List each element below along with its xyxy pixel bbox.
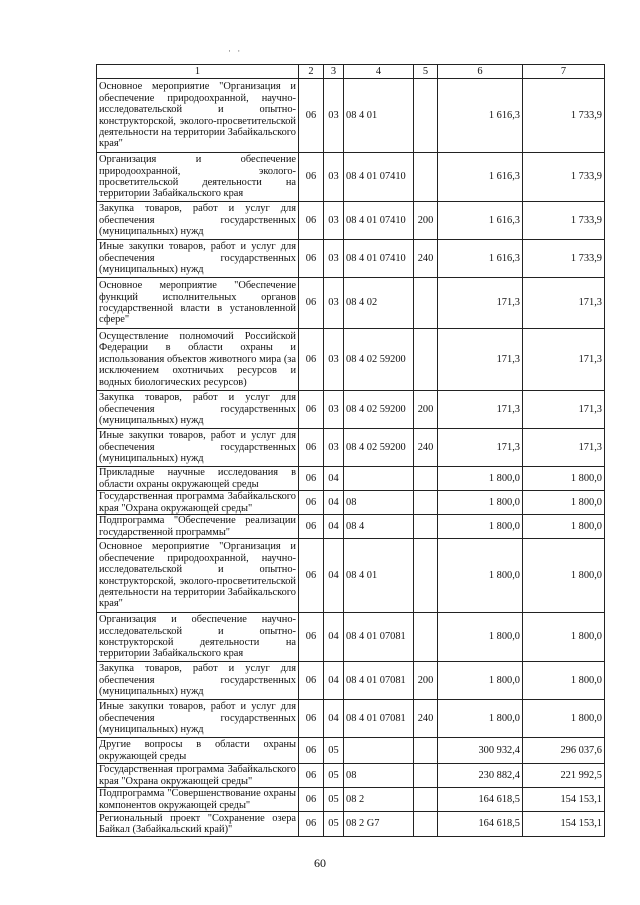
cell-subsection: 04 (324, 515, 344, 539)
budget-table (96, 64, 605, 837)
cell-name: Организация и обеспечение научно-исследовательской и опытно-конструкторской деятельности на территории Забайкальского края (97, 613, 299, 662)
cell-subsection: 04 (324, 491, 344, 515)
cell-subsection: 04 (324, 700, 344, 738)
cell-sum-year-1: 1 800,0 (438, 700, 523, 738)
cell-sum-year-2: 1 733,9 (523, 240, 605, 278)
cell-expense-type: 240 (414, 240, 438, 278)
cell-sum-year-2: 296 037,6 (523, 738, 605, 764)
cell-section: 06 (299, 79, 324, 153)
cell-sum-year-2: 154 153,1 (523, 788, 605, 812)
cell-target-article (344, 738, 414, 764)
cell-sum-year-1: 1 800,0 (438, 613, 523, 662)
cell-subsection: 04 (324, 467, 344, 491)
table-row (97, 429, 605, 467)
cell-target-article: 08 4 02 59200 (344, 329, 414, 391)
cell-subsection: 03 (324, 240, 344, 278)
cell-sum-year-1: 1 616,3 (438, 240, 523, 278)
cell-section: 06 (299, 278, 324, 329)
cell-expense-type: 200 (414, 662, 438, 700)
cell-section: 06 (299, 764, 324, 788)
scan-speck: · · (228, 46, 243, 56)
cell-expense-type: 200 (414, 202, 438, 240)
cell-subsection: 03 (324, 329, 344, 391)
cell-section: 06 (299, 329, 324, 391)
cell-sum-year-2: 1 733,9 (523, 202, 605, 240)
table-row (97, 491, 605, 515)
table-row (97, 812, 605, 837)
cell-section: 06 (299, 812, 324, 837)
table-row (97, 467, 605, 491)
cell-name: Региональный проект "Сохранение озера Байкал (Забайкальский край)" (97, 812, 299, 837)
table-row (97, 329, 605, 391)
header-cell-target-article: 4 (344, 65, 414, 79)
cell-section: 06 (299, 788, 324, 812)
cell-expense-type (414, 788, 438, 812)
cell-sum-year-1: 164 618,5 (438, 812, 523, 837)
cell-subsection: 04 (324, 539, 344, 613)
header-cell-sum-year-2: 7 (523, 65, 605, 79)
cell-sum-year-1: 1 800,0 (438, 491, 523, 515)
table-row (97, 764, 605, 788)
header-cell-sum-year-1: 6 (438, 65, 523, 79)
cell-target-article: 08 4 01 07081 (344, 700, 414, 738)
cell-sum-year-2: 1 800,0 (523, 700, 605, 738)
cell-sum-year-1: 164 618,5 (438, 788, 523, 812)
cell-sum-year-1: 1 616,3 (438, 202, 523, 240)
page-number: 60 (314, 856, 326, 870)
cell-sum-year-2: 1 800,0 (523, 515, 605, 539)
cell-subsection: 03 (324, 391, 344, 429)
cell-section: 06 (299, 202, 324, 240)
cell-target-article: 08 2 G7 (344, 812, 414, 837)
cell-sum-year-2: 154 153,1 (523, 812, 605, 837)
cell-name: Подпрограмма "Обеспечение реализации государственной программы" (97, 515, 299, 539)
cell-sum-year-2: 171,3 (523, 391, 605, 429)
cell-sum-year-1: 1 800,0 (438, 515, 523, 539)
cell-expense-type (414, 764, 438, 788)
cell-name: Основное мероприятие "Обеспечение функций исполнительных органов государственной власти в установленной сфере" (97, 278, 299, 329)
cell-subsection: 05 (324, 764, 344, 788)
table-row (97, 788, 605, 812)
cell-target-article: 08 4 01 (344, 79, 414, 153)
cell-expense-type: 200 (414, 391, 438, 429)
cell-name: Основное мероприятие "Организация и обеспечение природоохранной, научно-исследовательской и опытно- конструкторской, эколого-просветительской деятельности на территории Забайкальского края" (97, 79, 299, 153)
cell-sum-year-1: 171,3 (438, 391, 523, 429)
cell-expense-type (414, 613, 438, 662)
table-body (97, 79, 605, 837)
cell-section: 06 (299, 467, 324, 491)
cell-subsection: 03 (324, 202, 344, 240)
cell-name: Закупка товаров, работ и услуг для обеспечения государственных (муниципальных) нужд (97, 202, 299, 240)
cell-name: Подпрограмма "Совершенствование охраны компонентов окружающей среды" (97, 788, 299, 812)
cell-section: 06 (299, 662, 324, 700)
table-header-row (97, 65, 605, 79)
cell-expense-type: 240 (414, 700, 438, 738)
table-row (97, 240, 605, 278)
table-row (97, 662, 605, 700)
header-cell-expense-type: 5 (414, 65, 438, 79)
cell-target-article: 08 4 02 59200 (344, 391, 414, 429)
table-row (97, 79, 605, 153)
cell-target-article: 08 4 01 07410 (344, 240, 414, 278)
cell-sum-year-2: 1 800,0 (523, 662, 605, 700)
cell-sum-year-2: 1 733,9 (523, 153, 605, 202)
cell-target-article: 08 4 01 (344, 539, 414, 613)
cell-sum-year-1: 230 882,4 (438, 764, 523, 788)
cell-target-article: 08 4 01 07410 (344, 202, 414, 240)
cell-name: Другие вопросы в области охраны окружающей среды (97, 738, 299, 764)
cell-expense-type (414, 467, 438, 491)
cell-expense-type (414, 738, 438, 764)
cell-subsection: 04 (324, 662, 344, 700)
cell-section: 06 (299, 240, 324, 278)
table-row (97, 515, 605, 539)
cell-target-article: 08 (344, 491, 414, 515)
table-row (97, 278, 605, 329)
cell-sum-year-1: 171,3 (438, 429, 523, 467)
table-row (97, 153, 605, 202)
cell-name: Закупка товаров, работ и услуг для обеспечения государственных (муниципальных) нужд (97, 391, 299, 429)
cell-target-article: 08 4 01 07410 (344, 153, 414, 202)
cell-expense-type (414, 539, 438, 613)
cell-sum-year-1: 1 616,3 (438, 79, 523, 153)
cell-sum-year-2: 1 800,0 (523, 467, 605, 491)
cell-name: Закупка товаров, работ и услуг для обеспечения государственных (муниципальных) нужд (97, 662, 299, 700)
header-cell-name: 1 (97, 65, 299, 79)
cell-name: Прикладные научные исследования в области охраны окружающей среды (97, 467, 299, 491)
cell-section: 06 (299, 429, 324, 467)
cell-target-article: 08 (344, 764, 414, 788)
cell-target-article: 08 4 (344, 515, 414, 539)
cell-sum-year-2: 1 800,0 (523, 539, 605, 613)
cell-section: 06 (299, 700, 324, 738)
cell-expense-type (414, 491, 438, 515)
cell-name: Осуществление полномочий Российской Федерации в области охраны и использования объектов животного мира (за исключением охотничьих ресурсов и водных биологических ресурсов) (97, 329, 299, 391)
cell-target-article: 08 4 01 07081 (344, 662, 414, 700)
cell-name: Иные закупки товаров, работ и услуг для обеспечения государственных (муниципальных) нужд (97, 700, 299, 738)
cell-section: 06 (299, 153, 324, 202)
cell-name: Основное мероприятие "Организация и обеспечение природоохранной, научно-исследовательской и опытно- конструкторской, эколого-просветительской деятельности на территории Забайкальского края" (97, 539, 299, 613)
cell-subsection: 03 (324, 153, 344, 202)
cell-name: Организация и обеспечение природоохранной, эколого-просветительской деятельности на территории Забайкальского края (97, 153, 299, 202)
cell-section: 06 (299, 738, 324, 764)
cell-name: Государственная программа Забайкальского края "Охрана окружающей среды" (97, 491, 299, 515)
cell-section: 06 (299, 391, 324, 429)
cell-expense-type (414, 79, 438, 153)
header-cell-subsection: 3 (324, 65, 344, 79)
cell-target-article: 08 4 01 07081 (344, 613, 414, 662)
cell-subsection: 03 (324, 429, 344, 467)
cell-sum-year-2: 171,3 (523, 278, 605, 329)
cell-subsection: 03 (324, 278, 344, 329)
cell-section: 06 (299, 515, 324, 539)
cell-subsection: 04 (324, 613, 344, 662)
cell-sum-year-1: 1 616,3 (438, 153, 523, 202)
cell-subsection: 05 (324, 738, 344, 764)
cell-subsection: 05 (324, 812, 344, 837)
cell-sum-year-2: 171,3 (523, 329, 605, 391)
cell-sum-year-1: 171,3 (438, 329, 523, 391)
table-row (97, 202, 605, 240)
table-row (97, 700, 605, 738)
cell-expense-type: 240 (414, 429, 438, 467)
cell-target-article (344, 467, 414, 491)
cell-name: Иные закупки товаров, работ и услуг для обеспечения государственных (муниципальных) нужд (97, 429, 299, 467)
cell-sum-year-1: 1 800,0 (438, 539, 523, 613)
table-row (97, 539, 605, 613)
cell-section: 06 (299, 539, 324, 613)
cell-subsection: 05 (324, 788, 344, 812)
cell-expense-type (414, 329, 438, 391)
cell-name: Государственная программа Забайкальского края "Охрана окружающей среды" (97, 764, 299, 788)
cell-sum-year-2: 1 733,9 (523, 79, 605, 153)
cell-sum-year-2: 1 800,0 (523, 491, 605, 515)
cell-expense-type (414, 278, 438, 329)
cell-section: 06 (299, 613, 324, 662)
cell-expense-type (414, 515, 438, 539)
cell-subsection: 03 (324, 79, 344, 153)
header-cell-section: 2 (299, 65, 324, 79)
cell-target-article: 08 2 (344, 788, 414, 812)
cell-sum-year-1: 1 800,0 (438, 467, 523, 491)
cell-target-article: 08 4 02 (344, 278, 414, 329)
cell-section: 06 (299, 491, 324, 515)
cell-sum-year-1: 1 800,0 (438, 662, 523, 700)
cell-expense-type (414, 153, 438, 202)
cell-sum-year-1: 300 932,4 (438, 738, 523, 764)
table-row (97, 391, 605, 429)
cell-sum-year-1: 171,3 (438, 278, 523, 329)
cell-sum-year-2: 221 992,5 (523, 764, 605, 788)
cell-sum-year-2: 1 800,0 (523, 613, 605, 662)
table-row (97, 738, 605, 764)
cell-expense-type (414, 812, 438, 837)
cell-name: Иные закупки товаров, работ и услуг для обеспечения государственных (муниципальных) нужд (97, 240, 299, 278)
table-row (97, 613, 605, 662)
cell-target-article: 08 4 02 59200 (344, 429, 414, 467)
cell-sum-year-2: 171,3 (523, 429, 605, 467)
